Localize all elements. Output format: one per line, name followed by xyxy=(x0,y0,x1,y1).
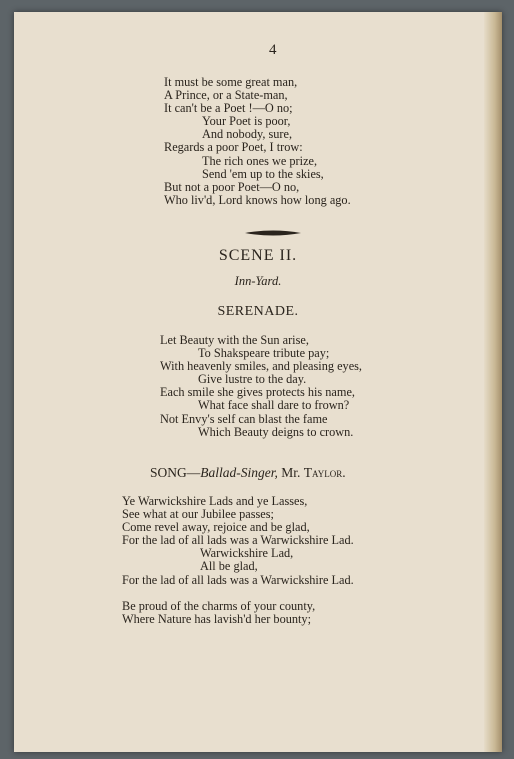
song-heading-role: Ballad-Singer, xyxy=(200,465,278,480)
verse-line: With heavenly smiles, and pleasing eyes, xyxy=(160,359,363,374)
verse-line: Come revel away, rejoice and be glad, xyxy=(122,520,310,535)
verse-line: Be proud of the charms of your county, xyxy=(122,598,316,613)
verse-line: Regards a poor Poet, I trow: xyxy=(164,140,303,155)
song-heading-honorific: Mr. xyxy=(277,465,304,480)
song-verse xyxy=(122,495,354,626)
serenade-title: SERENADE. xyxy=(217,304,299,319)
verse-line: A Prince, or a State-man, xyxy=(164,88,288,103)
verse-line: And nobody, sure, xyxy=(202,127,293,142)
verse-line: All be glad, xyxy=(200,559,258,574)
verse-line: But not a poor Poet—O no, xyxy=(164,179,300,194)
verse-line: Who liv'd, Lord knows how long ago. xyxy=(164,192,351,207)
verse-line: Send 'em up to the skies, xyxy=(202,166,324,181)
verse-line: Ye Warwickshire Lads and ye Lasses, xyxy=(122,494,308,508)
verse-line: Not Envy's self can blast the fame xyxy=(160,411,328,426)
verse-line: Each smile she gives protects his name, xyxy=(160,385,355,400)
page-edge xyxy=(484,12,502,752)
song-heading-name: Taylor. xyxy=(303,465,346,480)
verse-line: Warwickshire Lad, xyxy=(200,546,294,561)
verse-line: See what at our Jubilee passes; xyxy=(122,507,274,522)
verse-line: What face shall dare to frown? xyxy=(198,398,350,413)
scene-title: SCENE II. xyxy=(218,247,298,264)
song-heading-prefix: SONG— xyxy=(150,465,201,480)
verse-line: Which Beauty deigns to crown. xyxy=(198,424,354,439)
verse-line: Your Poet is poor, xyxy=(202,114,291,129)
verse-line: Let Beauty with the Sun arise, xyxy=(160,333,309,347)
divider-ornament xyxy=(243,228,303,238)
verse-line: Give lustre to the day. xyxy=(198,372,307,387)
page-number: 4 xyxy=(269,42,277,58)
book-page xyxy=(14,12,502,752)
verse-line: It can't be a Poet !—O no; xyxy=(164,101,293,116)
verse-line: The rich ones we prize, xyxy=(202,153,318,168)
serenade-verse xyxy=(160,334,362,439)
verse-line xyxy=(122,587,354,600)
verse-line: It must be some great man, xyxy=(164,75,298,89)
verse-stanza xyxy=(164,76,351,207)
verse-line: For the lad of all lads was a Warwickshire Lad. xyxy=(122,572,354,587)
song-heading xyxy=(150,465,346,481)
verse-line: Where Nature has lavish'd her bounty; xyxy=(122,611,311,626)
verse-line: For the lad of all lads was a Warwickshire Lad. xyxy=(122,533,354,548)
scene-place: Inn-Yard. xyxy=(234,274,282,288)
verse-line: To Shakspeare tribute pay; xyxy=(198,346,330,361)
